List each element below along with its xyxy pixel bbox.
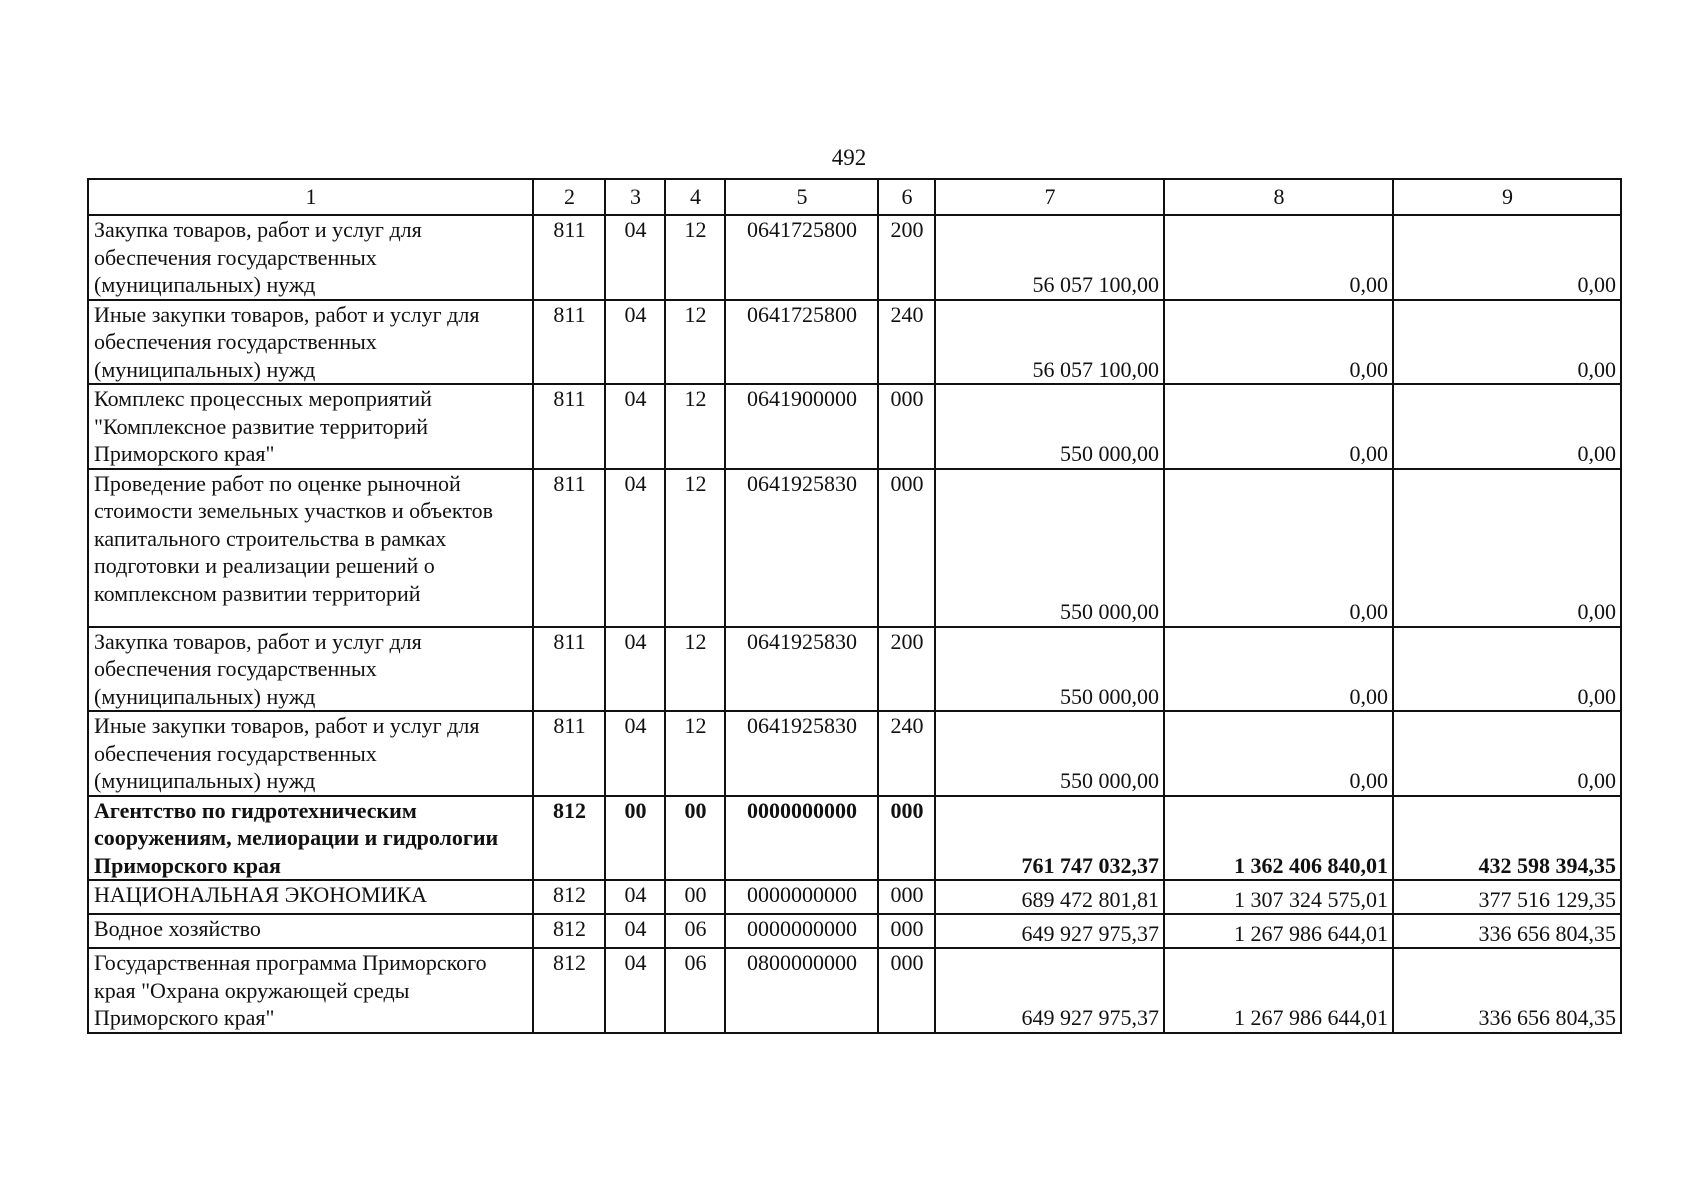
column-number-row: [88, 179, 1621, 215]
table-row: [88, 711, 1621, 796]
row-code-expense-type: 000: [878, 469, 935, 627]
row-amount-col7: 649 927 975,37: [935, 914, 1164, 948]
row-name: Комплекс процессных мероприятий "Комплексное развитие территорий Приморского края": [88, 384, 533, 469]
row-code-expense-type: 240: [878, 300, 935, 385]
row-code-ministry: 811: [533, 384, 605, 469]
row-code-expense-type: 000: [878, 880, 935, 914]
row-code-subsection: 12: [665, 384, 725, 469]
row-code-ministry: 812: [533, 796, 605, 881]
row-amount-col7: 56 057 100,00: [935, 300, 1164, 385]
row-amount-col9: 336 656 804,35: [1393, 914, 1621, 948]
row-name: НАЦИОНАЛЬНАЯ ЭКОНОМИКА: [88, 880, 533, 914]
row-code-target: 0000000000: [725, 880, 878, 914]
row-amount-col7: 550 000,00: [935, 711, 1164, 796]
row-amount-col8: 0,00: [1164, 627, 1393, 712]
row-code-expense-type: 000: [878, 948, 935, 1033]
row-code-subsection: 12: [665, 300, 725, 385]
row-code-expense-type: 200: [878, 215, 935, 300]
row-code-section: 04: [605, 914, 665, 948]
col-header-2: 2: [533, 179, 605, 215]
row-code-ministry: 811: [533, 300, 605, 385]
col-header-5: 5: [725, 179, 878, 215]
row-code-subsection: 12: [665, 215, 725, 300]
row-code-ministry: 811: [533, 469, 605, 627]
row-code-section: 04: [605, 948, 665, 1033]
row-amount-col7: 550 000,00: [935, 627, 1164, 712]
table-row: [88, 300, 1621, 385]
row-code-ministry: 811: [533, 215, 605, 300]
table-row: [88, 384, 1621, 469]
table-row: [88, 469, 1621, 627]
table-row: [88, 215, 1621, 300]
table-row: [88, 914, 1621, 948]
row-code-section: 04: [605, 627, 665, 712]
row-amount-col8: 0,00: [1164, 711, 1393, 796]
col-header-3: 3: [605, 179, 665, 215]
table-body: [88, 215, 1621, 1033]
row-name: Проведение работ по оценке рыночной стоимости земельных участков и объектов капитального строительства в рамках подготовки и реализации решений о комплексном развитии территорий: [88, 469, 533, 627]
row-code-ministry: 811: [533, 627, 605, 712]
row-code-subsection: 12: [665, 627, 725, 712]
row-amount-col7: 550 000,00: [935, 469, 1164, 627]
row-amount-col7: 761 747 032,37: [935, 796, 1164, 881]
row-code-target: 0641900000: [725, 384, 878, 469]
row-code-subsection: 12: [665, 469, 725, 627]
row-code-ministry: 812: [533, 880, 605, 914]
row-amount-col7: 649 927 975,37: [935, 948, 1164, 1033]
row-name: Закупка товаров, работ и услуг для обеспечения государственных (муниципальных) нужд: [88, 627, 533, 712]
row-amount-col8: 1 307 324 575,01: [1164, 880, 1393, 914]
row-amount-col9: 0,00: [1393, 215, 1621, 300]
row-name: Водное хозяйство: [88, 914, 533, 948]
row-amount-col8: 1 267 986 644,01: [1164, 948, 1393, 1033]
row-amount-col8: 0,00: [1164, 469, 1393, 627]
table-row: [88, 880, 1621, 914]
row-code-target: 0000000000: [725, 796, 878, 881]
col-header-8: 8: [1164, 179, 1393, 215]
row-code-expense-type: 000: [878, 796, 935, 881]
budget-table: [87, 178, 1622, 1034]
row-name: Агентство по гидротехническим сооружениям, мелиорации и гидрологии Приморского края: [88, 796, 533, 881]
row-name: Государственная программа Приморского края "Охрана окружающей среды Приморского края": [88, 948, 533, 1033]
col-header-7: 7: [935, 179, 1164, 215]
row-name: Иные закупки товаров, работ и услуг для обеспечения государственных (муниципальных) нужд: [88, 711, 533, 796]
row-code-subsection: 00: [665, 880, 725, 914]
row-code-expense-type: 000: [878, 384, 935, 469]
row-amount-col9: 432 598 394,35: [1393, 796, 1621, 881]
row-code-target: 0641725800: [725, 215, 878, 300]
row-amount-col7: 56 057 100,00: [935, 215, 1164, 300]
table-row: [88, 627, 1621, 712]
row-amount-col7: 550 000,00: [935, 384, 1164, 469]
row-code-target: 0800000000: [725, 948, 878, 1033]
row-amount-col9: 0,00: [1393, 469, 1621, 627]
row-code-ministry: 812: [533, 914, 605, 948]
row-code-subsection: 06: [665, 948, 725, 1033]
row-code-section: 04: [605, 384, 665, 469]
row-code-subsection: 00: [665, 796, 725, 881]
row-amount-col7: 689 472 801,81: [935, 880, 1164, 914]
row-amount-col9: 0,00: [1393, 300, 1621, 385]
row-amount-col8: 1 267 986 644,01: [1164, 914, 1393, 948]
row-code-ministry: 811: [533, 711, 605, 796]
row-code-section: 04: [605, 469, 665, 627]
row-amount-col9: 0,00: [1393, 711, 1621, 796]
row-amount-col9: 0,00: [1393, 627, 1621, 712]
row-code-target: 0641725800: [725, 300, 878, 385]
row-code-subsection: 06: [665, 914, 725, 948]
row-name: Закупка товаров, работ и услуг для обеспечения государственных (муниципальных) нужд: [88, 215, 533, 300]
row-code-expense-type: 000: [878, 914, 935, 948]
row-amount-col9: 377 516 129,35: [1393, 880, 1621, 914]
row-code-section: 04: [605, 300, 665, 385]
row-name: Иные закупки товаров, работ и услуг для обеспечения государственных (муниципальных) нужд: [88, 300, 533, 385]
row-code-expense-type: 240: [878, 711, 935, 796]
row-amount-col8: 0,00: [1164, 384, 1393, 469]
col-header-1: 1: [88, 179, 533, 215]
row-code-target: 0641925830: [725, 711, 878, 796]
row-amount-col9: 0,00: [1393, 384, 1621, 469]
row-code-target: 0641925830: [725, 627, 878, 712]
row-code-section: 04: [605, 215, 665, 300]
row-code-target: 0641925830: [725, 469, 878, 627]
table-row: [88, 796, 1621, 881]
row-code-section: 04: [605, 880, 665, 914]
row-code-expense-type: 200: [878, 627, 935, 712]
col-header-9: 9: [1393, 179, 1621, 215]
row-code-subsection: 12: [665, 711, 725, 796]
row-code-section: 00: [605, 796, 665, 881]
row-amount-col8: 0,00: [1164, 300, 1393, 385]
row-code-ministry: 812: [533, 948, 605, 1033]
row-code-target: 0000000000: [725, 914, 878, 948]
table-row: [88, 948, 1621, 1033]
page-number: 492: [831, 145, 867, 170]
row-amount-col8: 0,00: [1164, 215, 1393, 300]
row-code-section: 04: [605, 711, 665, 796]
col-header-6: 6: [878, 179, 935, 215]
col-header-4: 4: [665, 179, 725, 215]
row-amount-col8: 1 362 406 840,01: [1164, 796, 1393, 881]
row-amount-col9: 336 656 804,35: [1393, 948, 1621, 1033]
